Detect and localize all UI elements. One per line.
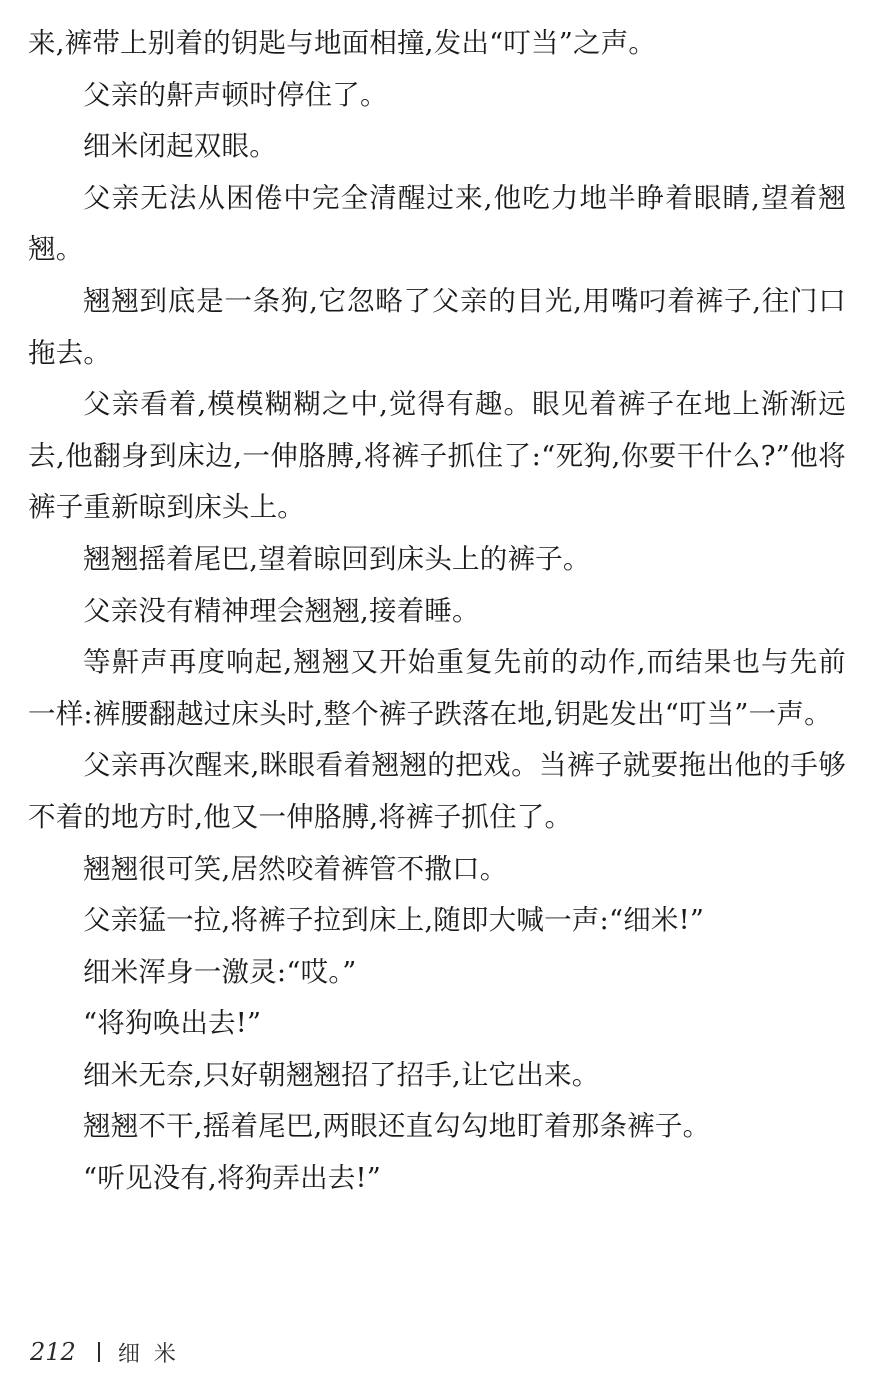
paragraph: 翘翘很可笑,居然咬着裤管不撒口。 <box>83 852 508 885</box>
page-number: 212 <box>30 1338 76 1366</box>
body-text <box>28 18 846 1205</box>
paragraph: 等鼾声再度响起,翘翘又开始重复先前的动作,而结果也与先前一样:裤腰翻越过床头时,整个裤子跌落在地,钥匙发出“叮当”一声。 <box>28 646 846 730</box>
footer-divider <box>98 1342 100 1362</box>
paragraph: 父亲猛一拉,将裤子拉到床上,随即大喊一声:“细米!” <box>83 904 705 937</box>
paragraph: 翘翘不干,摇着尾巴,两眼还直勾勾地盯着那条裤子。 <box>83 1110 711 1143</box>
paragraph: “将狗唤出去!” <box>83 1007 262 1040</box>
paragraph: 父亲再次醒来,眯眼看着翘翘的把戏。当裤子就要拖出他的手够不着的地方时,他又一伸胳膊,将裤子抓住了。 <box>28 749 846 833</box>
page-footer <box>30 1332 190 1372</box>
paragraph: 父亲的鼾声顿时停住了。 <box>83 78 388 111</box>
paragraph: “听见没有,将狗弄出去!” <box>83 1162 382 1195</box>
paragraph: 细米无奈,只好朝翘翘招了招手,让它出来。 <box>83 1058 600 1091</box>
paragraph: 翘翘摇着尾巴,望着晾回到床头上的裤子。 <box>83 542 591 575</box>
paragraph: 父亲无法从困倦中完全清醒过来,他吃力地半睁着眼睛,望着翘翘。 <box>28 181 846 266</box>
running-title: 细米 <box>117 1341 190 1367</box>
paragraph: 细米闭起双眼。 <box>83 130 277 163</box>
paragraph: 父亲没有精神理会翘翘,接着睡。 <box>83 594 480 627</box>
paragraph-continued: 来,裤带上别着的钥匙与地面相撞,发出“叮当”之声。 <box>28 27 657 59</box>
paragraph: 父亲看着,模模糊糊之中,觉得有趣。眼见着裤子在地上渐渐远去,他翻身到床边,一伸胳膊,将裤子抓住了:“死狗,你要干什么?”他将裤子重新晾到床头上。 <box>28 388 846 524</box>
paragraph: 翘翘到底是一条狗,它忽略了父亲的目光,用嘴叼着裤子,往门口拖去。 <box>28 284 846 369</box>
paragraph: 细米浑身一激灵:“哎。” <box>83 955 357 988</box>
